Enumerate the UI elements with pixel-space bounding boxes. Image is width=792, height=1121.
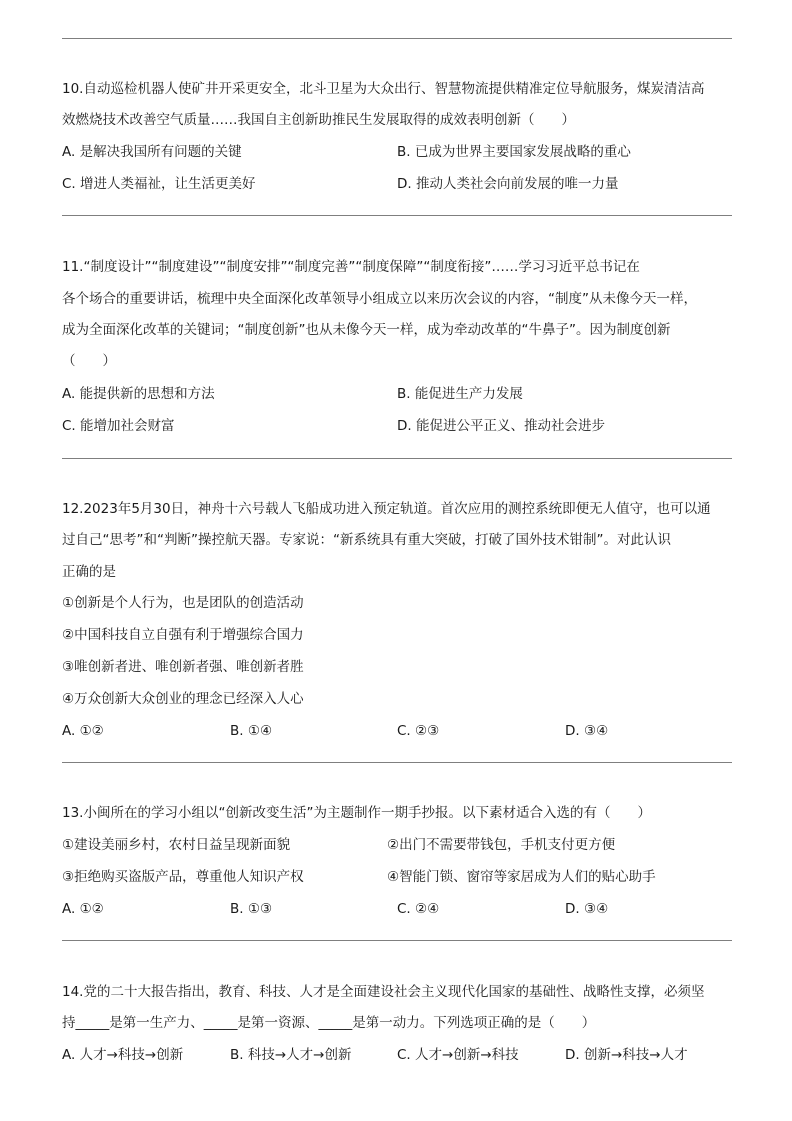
question-text: （ ） (62, 353, 116, 369)
option-d[interactable]: D. 推动人类社会向前发展的唯一力量 (397, 176, 619, 192)
statement-3: ③唯创新者进、唯创新者强、唯创新者胜 (62, 659, 304, 675)
option-a[interactable]: A. ①② (62, 901, 104, 917)
option-d[interactable]: D. 能促进公平正义、推动社会进步 (397, 418, 605, 434)
statement-1: ①创新是个人行为，也是团队的创造活动 (62, 595, 304, 611)
statement-1: ①建设美丽乡村，农村日益呈现新面貌 (62, 837, 291, 853)
option-a[interactable]: A. 是解决我国所有问题的关键 (62, 144, 242, 160)
question-text: 13.小闽所在的学习小组以“创新改变生活”为主题制作一期手抄报。以下素材适合入选的有（ ） (62, 805, 651, 821)
question-text: 成为全面深化改革的关键词；“制度创新”也从未像今天一样，成为牵动改革的“牛鼻子”。因为制度创新 (62, 322, 671, 338)
option-d[interactable]: D. ③④ (565, 901, 609, 917)
question-text: 持_____是第一生产力、_____是第一资源、_____是第一动力。下列选项正确的是（ ） (62, 1015, 596, 1031)
statement-4: ④万众创新大众创业的理念已经深入人心 (62, 691, 304, 707)
option-d[interactable]: D. 创新→科技→人才 (565, 1047, 688, 1063)
option-a[interactable]: A. 人才→科技→创新 (62, 1047, 184, 1063)
option-c[interactable]: C. 人才→创新→科技 (397, 1047, 519, 1063)
question-text: 正确的是 (62, 564, 116, 580)
option-b[interactable]: B. 科技→人才→创新 (230, 1047, 352, 1063)
question-text: 10.自动巡检机器人使矿井开采更安全，北斗卫星为大众出行、智慧物流提供精准定位导航服务，煤炭清洁高 (62, 81, 705, 97)
option-a[interactable]: A. 能提供新的思想和方法 (62, 386, 215, 402)
option-b[interactable]: B. ①④ (230, 723, 273, 739)
option-c[interactable]: C. 增进人类福祉，让生活更美好 (62, 176, 256, 192)
question-text: 12.2023年5月30日，神舟十六号载人飞船成功进入预定轨道。首次应用的测控系统即便无人值守，也可以通 (62, 501, 711, 517)
divider (62, 762, 732, 763)
divider (62, 38, 732, 39)
statement-2: ②中国科技自立自强有利于增强综合国力 (62, 627, 304, 643)
question-text: 各个场合的重要讲话，梳理中央全面深化改革领导小组成立以来历次会议的内容，“制度”从未像今天一样， (62, 291, 697, 307)
option-d[interactable]: D. ③④ (565, 723, 609, 739)
divider (62, 215, 732, 216)
option-b[interactable]: B. ①③ (230, 901, 273, 917)
option-b[interactable]: B. 已成为世界主要国家发展战略的重心 (397, 144, 631, 160)
question-text: 效燃烧技术改善空气质量……我国自主创新助推民生发展取得的成效表明创新（ ） (62, 112, 575, 128)
statement-2: ②出门不需要带钱包，手机支付更方便 (387, 837, 616, 853)
divider (62, 458, 732, 459)
divider (62, 940, 732, 941)
question-text: 过自己“思考”和“判断”操控航天器。专家说：“新系统具有重大突破，打破了国外技术钳制”。对此认识 (62, 532, 671, 548)
statement-3: ③拒绝购买盗版产品，尊重他人知识产权 (62, 869, 304, 885)
option-c[interactable]: C. ②④ (397, 901, 440, 917)
option-b[interactable]: B. 能促进生产力发展 (397, 386, 523, 402)
question-text: 14.党的二十大报告指出，教育、科技、人才是全面建设社会主义现代化国家的基础性、战略性支撑，必须坚 (62, 984, 705, 1000)
option-a[interactable]: A. ①② (62, 723, 104, 739)
question-text: 11.“制度设计”“制度建设”“制度安排”“制度完善”“制度保障”“制度衔接”……学习习近平总书记在 (62, 259, 640, 275)
option-c[interactable]: C. 能增加社会财富 (62, 418, 175, 434)
option-c[interactable]: C. ②③ (397, 723, 440, 739)
statement-4: ④智能门锁、窗帘等家居成为人们的贴心助手 (387, 869, 656, 885)
